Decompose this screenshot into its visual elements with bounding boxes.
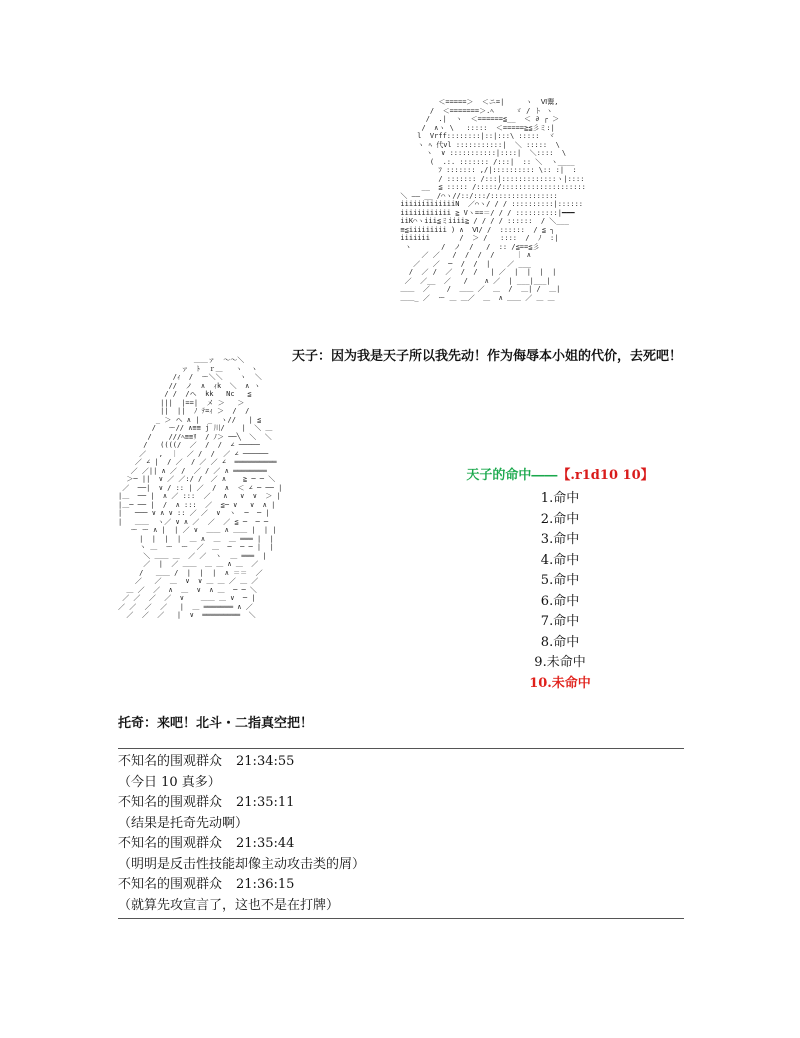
- comment-text: （今日 10 真多）: [118, 774, 221, 790]
- comment-meta: [118, 793, 684, 814]
- art-line: iiiiiiiiiiiiiN ／⌒ヽ/ / / ::::::::::|::::::: [392, 200, 584, 208]
- art-line: iiiiiiiiiiii ≧ Vヽ==＝/ / / ::::::::::|━━━: [392, 208, 575, 217]
- dice-roll-result: [430, 464, 690, 694]
- roll-item: 8.命中: [540, 634, 580, 650]
- art-line: / ::::::: /:::|:::::::::::::ヽ|::::: [392, 174, 585, 183]
- comment-user: 不知名的围观群众: [118, 795, 223, 810]
- art-line: ヽ ﾍ 代vl :::::::::::| ＼ ::::: \: [392, 140, 560, 149]
- art-line: ＿＿ァ ～～＼: [118, 356, 245, 364]
- art-line: / ＜=======＞.ﾍ ゞ / ト ヽ: [392, 106, 553, 115]
- roll-item: 1.命中: [540, 491, 580, 506]
- art-line: ／ ／ ─ / / | ／ ___: [392, 259, 532, 268]
- art-line: // ノ ∧ ｨk ＼ ∧ ヽ: [118, 381, 261, 390]
- art-line: ≡≦iiiiiiiii ) ∧ Ⅵ/ / :::::: / ≦ ┐: [392, 225, 555, 234]
- comment-text: （就算先攻宣言了，这也不是在打牌）: [118, 897, 340, 913]
- ascii-art-tenshi: [392, 98, 682, 334]
- roll-item: 4.命中: [540, 552, 580, 568]
- comment: [118, 752, 684, 793]
- tuoqi-dialogue: 托奇：来吧！北斗・二指真空把！: [118, 716, 314, 731]
- art-line: ／ ／ ＿ ∨ ∨ ＿ ＿ ／ ＿ ／: [118, 577, 259, 585]
- art-line: / ＿＿ / | | | ∧ ＝＝ ／: [118, 568, 263, 577]
- art-line: ＼ ―― __ /⌒ヽ//::/:::/::::::::::::::::: [392, 191, 558, 200]
- art-line: ／ ／ ／ | ∨ ═════════ ＼: [118, 611, 256, 619]
- comment-meta: [118, 752, 684, 773]
- comment-time: 21:35:11: [236, 795, 295, 810]
- art-line: / / /ヘ kk Nc ≦: [118, 390, 252, 398]
- art-line: l Vrff::::::::|::|:::\ ::::: ヾ: [392, 132, 555, 140]
- art-line: | | | | ＿ ∧ ＿ ＿ ═══ | |: [118, 534, 274, 543]
- comment-text: （明明是反击性技能却像主动攻击类的屑）: [118, 856, 366, 872]
- art-line: ／ ∠ | / ／ / ／ ／ ∠ ══════════: [118, 458, 277, 466]
- comment-meta: [118, 875, 684, 896]
- roll-title: [430, 464, 690, 483]
- art-line: ヽ ∨ :::::::::::|::::| ＼:::: \: [392, 149, 567, 157]
- art-line: ヽ ＿ ー ー ／ ＿ ─ ─ ─ | |: [118, 543, 274, 551]
- art-line: ／ , ｜ ／ / / ／ ∠ ──────: [118, 449, 273, 458]
- art-line: _ ＞ ヘ ∧ | _ ヽ// | ≦: [118, 415, 262, 424]
- art-line: ＿＿ ／ / ＿＿ ／ ＿ / ＿| / ＿|: [392, 285, 561, 293]
- art-line: / ((((/ ／ / / ∠ ─────: [118, 441, 260, 449]
- art-line: |＿─ ── | / ∧ ::: ／ ≦─ ∨ ∨ ∧ |: [118, 500, 276, 509]
- art-line: iiiiiii / ＞ / :::: / ﾉ :|: [392, 234, 559, 242]
- art-line: ／ ／|| ∧ ／ / ／ / ／ ∧ ════════: [118, 466, 267, 475]
- art-line: / ー// ∧≡≡ j 川/ | ＼ ＿: [118, 424, 273, 432]
- art-line: / .| ヽ ＜======≦__ ＜ ∂ ┌ ＞: [392, 115, 560, 123]
- art-line: iiK⌒ヽiii≦ミiiii≧ / / / / :::::: / ＼___: [392, 217, 569, 225]
- comment-section: [118, 748, 684, 919]
- art-line: __ ≦ ::::: /:::::/::::::::::::::::::::: [392, 183, 586, 191]
- art-line: ＞─ || ∨ ／ ／:/ / ／ ∧ ≧ ─ ─ ＼: [118, 475, 276, 483]
- roll-item: 3.命中: [540, 532, 580, 547]
- art-line: /ｨ / ー＼＼ ヽ ＼: [118, 373, 262, 381]
- art-line: ( .:. ::::::: /:::| :: ＼ ヽ____: [392, 157, 575, 166]
- art-line: ／ | ／ ＿＿ ＿ ＿ ∧ ＿ ／: [118, 560, 259, 568]
- art-line: ／ ／ ／ ／ ∨ ＿＿ ＿ ∨ ─ |: [118, 594, 256, 602]
- art-line: ／ ──| ∨ / :: | ／ / ∧ ＜ ∠ ─ ── |: [118, 483, 283, 492]
- comment-user: 不知名的围观群众: [118, 754, 223, 769]
- art-line: ＿＿_ ／ ー ＿ ＿／ ＿ ∧ ＿＿ ／ ＿ ＿: [392, 293, 555, 302]
- art-line: || || ﾉ ﾃ=ｨ ＞ / /: [118, 407, 250, 415]
- art-line: ||| |==| メ ＞ ＞: [118, 398, 245, 407]
- art-line: ／ ／ / / / / ｜ ∧: [392, 251, 532, 259]
- comment: [118, 793, 684, 834]
- comment-text: （结果是托奇先动啊）: [118, 815, 249, 831]
- roll-item: 9.未命中: [534, 655, 586, 670]
- art-line: ＼ ＿＿ ＿ ／ ／ ヽ ＿ ═══ |: [118, 551, 267, 560]
- roll-item: 7.命中: [540, 614, 580, 629]
- roll-item: 2.命中: [540, 511, 580, 527]
- roll-command: 【.r1d10 10】: [557, 468, 654, 483]
- art-line: ＜=====＞ ＜ニ=| ヽ Ⅵ鬻,: [392, 98, 559, 106]
- art-line: / ///ﾍ≡≡ﾘ / ﾉ＞ ──╲ ＼ ＼: [118, 432, 272, 441]
- art-line: |＿ ── | ∧ ／ ::: ／ ∧ ∨ ∨ ＞ |: [118, 492, 281, 500]
- comment: [118, 875, 684, 916]
- roll-list: [430, 489, 690, 694]
- art-line: ヽ / ノ / / :: /≦==≦彡: [392, 242, 540, 251]
- roll-item: 6.命中: [540, 593, 580, 609]
- comment-time: 21:34:55: [236, 754, 295, 769]
- comment-time: 21:36:15: [236, 877, 295, 892]
- comment-user: 不知名的围观群众: [118, 836, 223, 851]
- comment-user: 不知名的围观群众: [118, 877, 223, 892]
- art-line: ァ ﾄ ｒ＿ ヽ ヽ: [118, 364, 258, 373]
- art-line: / ∧ヽ \ ::::: ＜=====≧≦彡ミ:|: [392, 123, 555, 132]
- comment-time: 21:35:44: [236, 836, 295, 851]
- art-line: ﾌ ::::::: ,/|:::::::::: \:: :| :: [392, 166, 577, 174]
- art-line: ／ ／ ／ ／ | ＿ ═══════ ∧ ／: [118, 602, 253, 611]
- comment: [118, 834, 684, 875]
- roll-item-crit: 10.未命中: [529, 675, 591, 691]
- comment-meta: [118, 834, 684, 855]
- art-line: ー ー ∧ | | ／ ∨ ＿＿ ∧ ＿＿ | | |: [118, 526, 277, 534]
- art-line: ＿ ／ ／ ∧ ＿ ∨ ∧ ＿ ─ ─ ＼: [118, 585, 257, 594]
- tenshi-dialogue: 天子：因为我是天子所以我先动！作为侮辱本小姐的代价，去死吧！: [291, 349, 682, 364]
- art-line: / ／ / ／ / / | ／ | | | |: [392, 268, 557, 276]
- art-line: ／ ／__ ／ / ∧ ／ | ___|___|: [392, 276, 551, 285]
- roll-item: 5.命中: [540, 573, 580, 588]
- roll-title-text: 天子的命中――: [466, 468, 558, 483]
- ascii-art-tuoqi: [118, 356, 388, 698]
- art-line: | ─── ∨ ∧ ∨ :: ／ ／ ∨ ヽ ─ ─ |: [118, 509, 270, 517]
- art-line: | ＿＿ ヽ／ ∨ ∧ ／ ／ ／ ≦ ─ ─ ─: [118, 517, 269, 526]
